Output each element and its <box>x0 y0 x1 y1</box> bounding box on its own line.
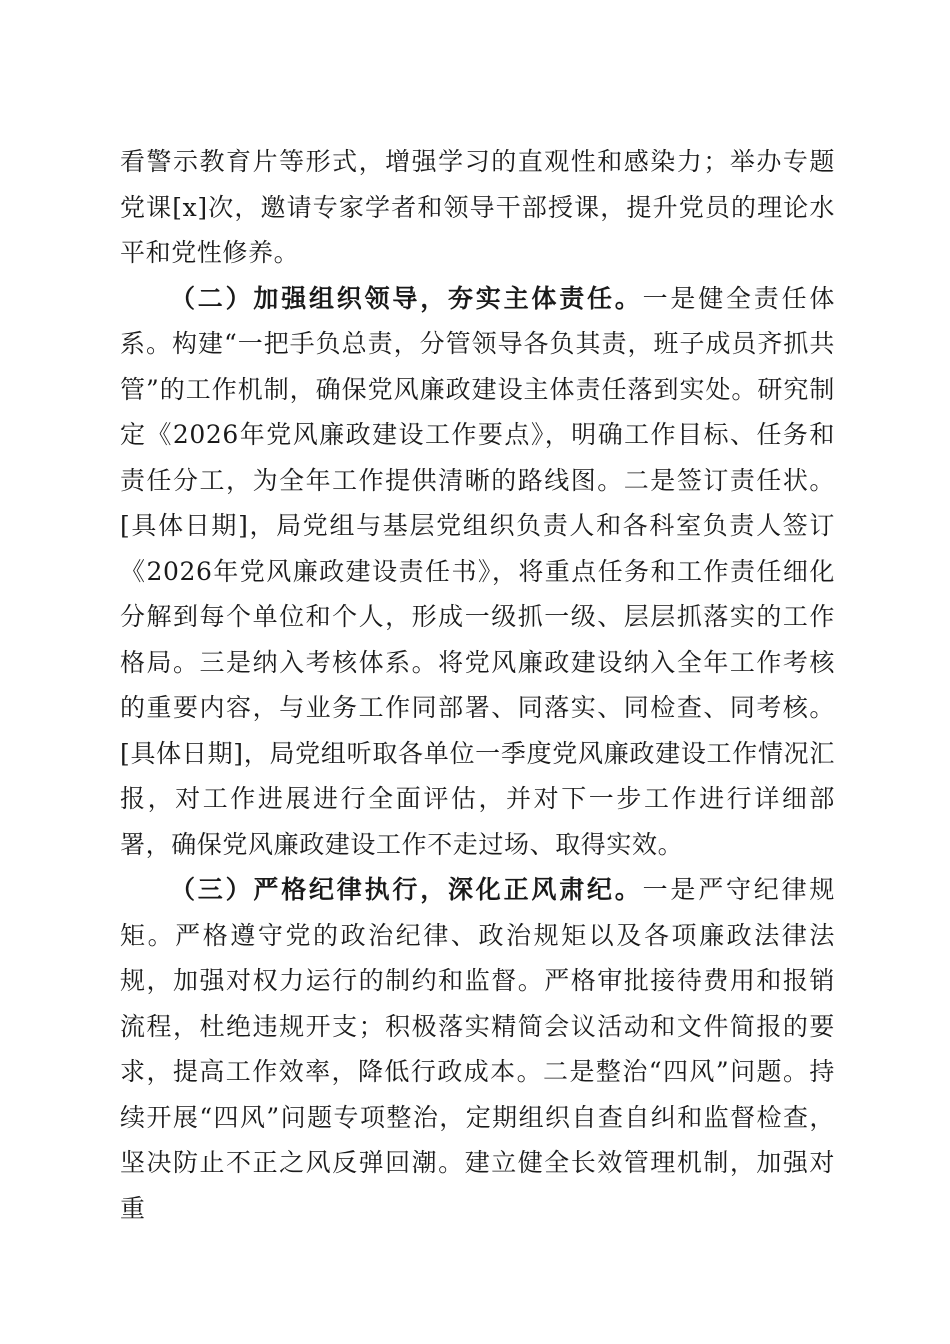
paragraph-section-three <box>120 867 835 1231</box>
paragraph-text: 一是健全责任体系。构建“一把手负总责，分管领导各负其责，班子成员齐抓共管”的工作机制，确保党风廉政建设主体责任落到实处。研究制定《2026年党风廉政建设工作要点》，明确工作目标、任务和责任分工，为全年工作提供清晰的路线图。二是签订责任状。[具体日期]，局党组与基层党组织负责人和各科室负责人签订《2026年党风廉政建设责任书》，将重点任务和工作责任细化分解到每个单位和个人，形成一级抓一级、层层抓落实的工作格局。三是纳入考核体系。将党风廉政建设纳入全年工作考核的重要内容，与业务工作同部署、同落实、同检查、同考核。[具体日期]，局党组听取各单位一季度党风廉政建设工作情况汇报，对工作进展进行全面评估，并对下一步工作进行详细部署，确保党风廉政建设工作不走过场、取得实效。 <box>120 283 836 859</box>
paragraph-text: 看警示教育片等形式，增强学习的直观性和感染力；举办专题党课[x]次，邀请专家学者和领导干部授课，提升党员的理论水平和党性修养。 <box>120 147 835 267</box>
section-heading: （二）加强组织领导，夯实主体责任。 <box>170 283 643 313</box>
paragraph-continuation <box>120 139 835 276</box>
paragraph-section-two <box>120 276 835 868</box>
document-body <box>120 139 835 1231</box>
paragraph-text: 一是严守纪律规矩。严格遵守党的政治纪律、政治规矩以及各项廉政法律法规，加强对权力运行的制约和监督。严格审批接待费用和报销流程，杜绝违规开支；积极落实精简会议活动和文件简报的要求，提高工作效率，降低行政成本。二是整治“四风”问题。持续开展“四风”问题专项整治，定期组织自查自纠和监督检查，坚决防止不正之风反弹回潮。建立健全长效管理机制，加强对重 <box>120 875 836 1223</box>
section-heading: （三）严格纪律执行，深化正风肃纪。 <box>170 875 643 904</box>
